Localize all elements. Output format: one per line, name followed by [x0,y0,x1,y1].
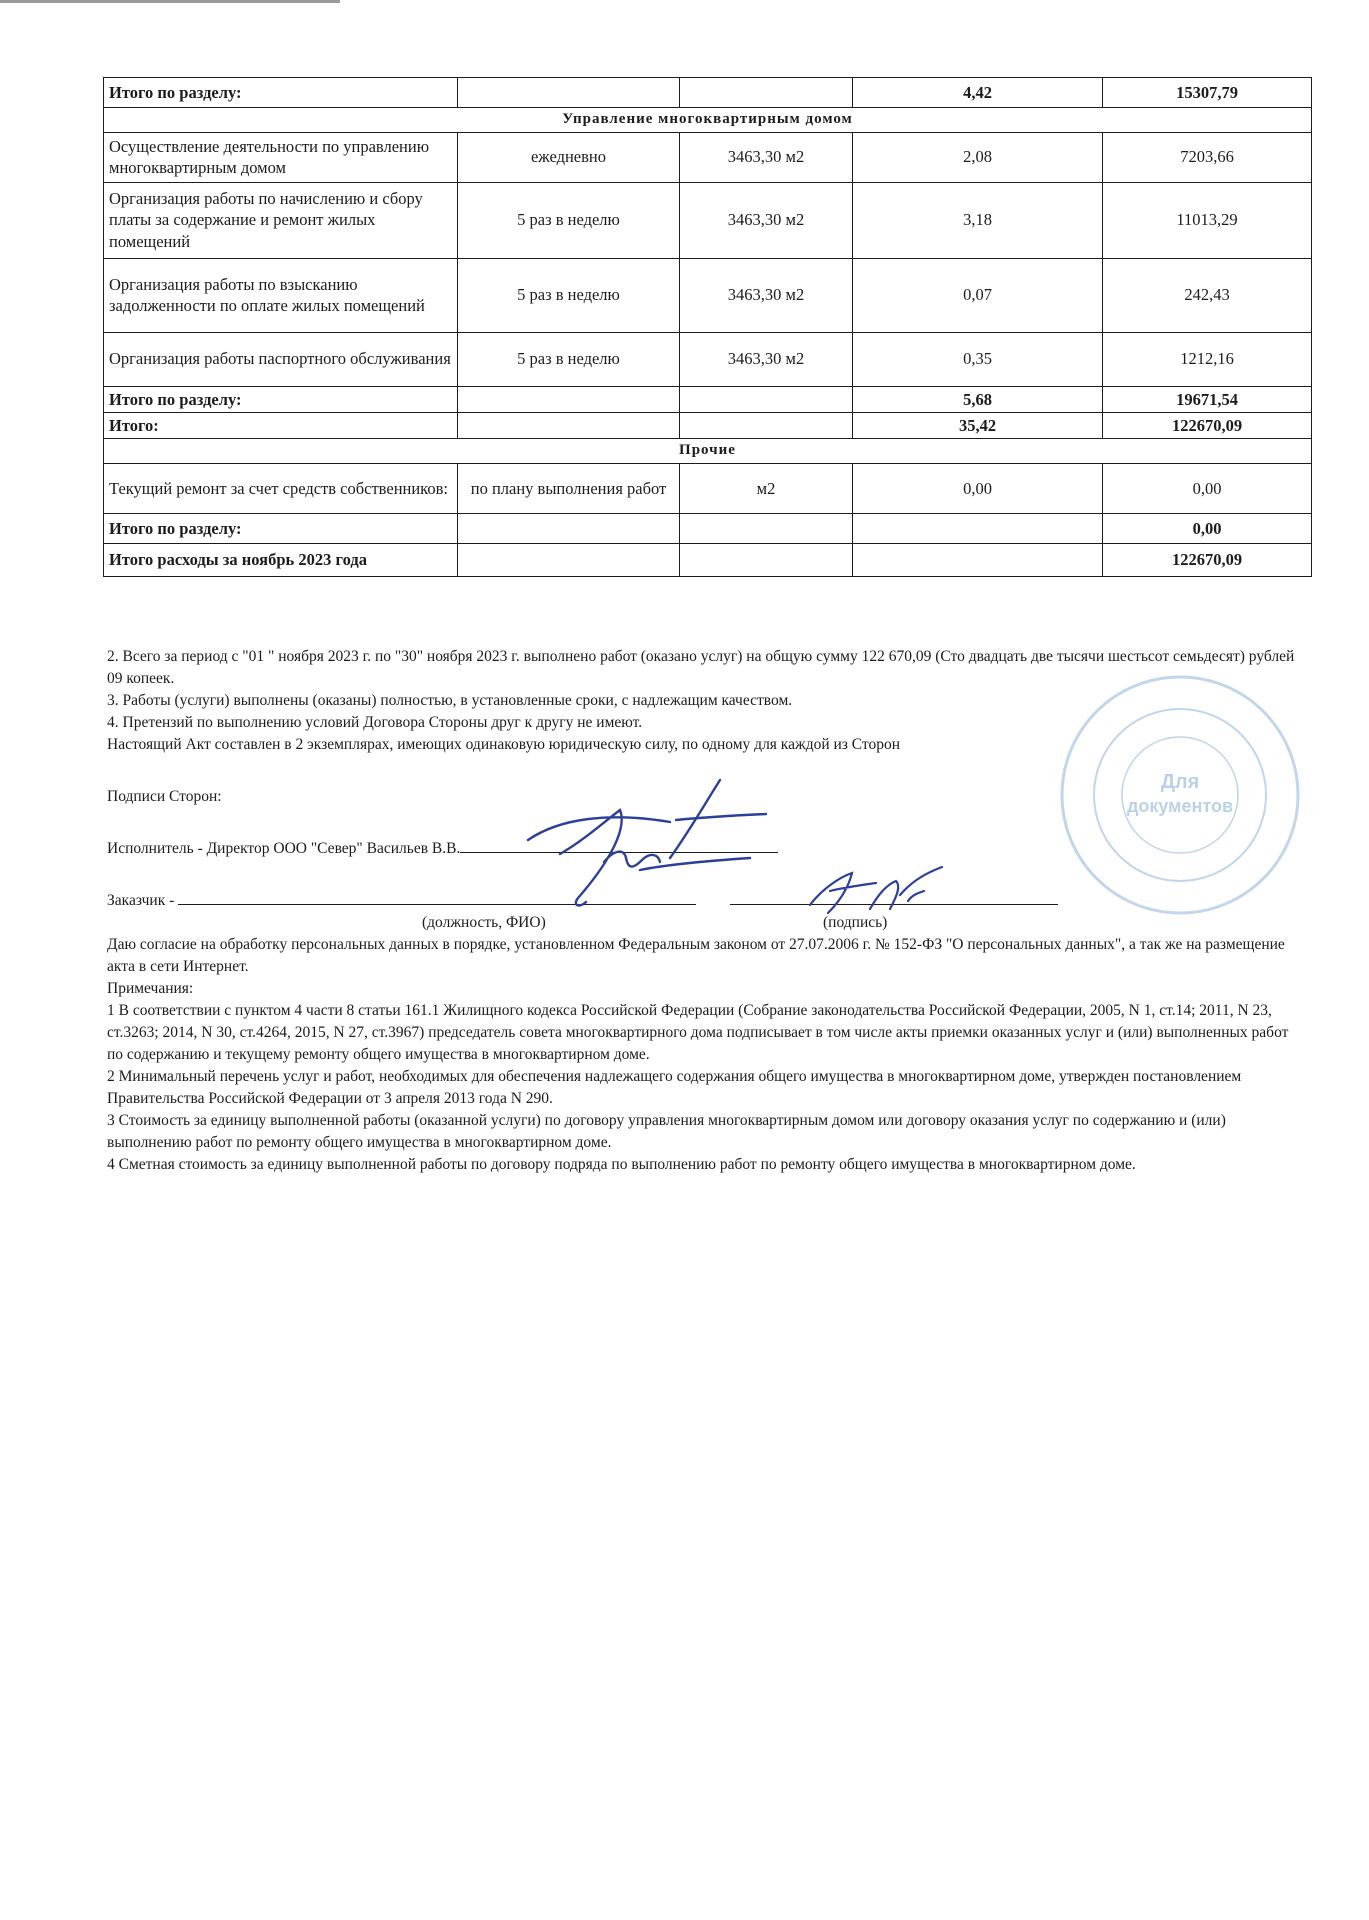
total-sum-paragraph: 2. Всего за период с "01 " ноября 2023 г. по "30" ноября 2023 г. выполнено работ (оказано услуг) на общую сумму 122 670,09 (Сто двадцать две тысячи шестьсот семьдесят) рублей 09 копеек. [107,648,1295,687]
volume-cell: м2 [680,463,853,513]
amount-cell: 15307,79 [1103,78,1312,108]
table-row [104,332,1312,386]
table-row [104,543,1312,576]
volume-cell: 3463,30 м2 [680,332,853,386]
amount-cell: 0,00 [1103,513,1312,543]
amount-cell: 7203,66 [1103,132,1312,182]
section-title: Управление многоквартирным домом [104,108,1312,133]
periodicity-cell: 5 раз в неделю [458,332,680,386]
executor-signature [520,770,790,920]
periodicity-cell: 5 раз в неделю [458,258,680,332]
volume-cell [680,78,853,108]
rate-cell [853,513,1103,543]
amount-cell: 11013,29 [1103,182,1312,258]
volume-cell: 3463,30 м2 [680,258,853,332]
amount-cell: 122670,09 [1103,412,1312,438]
rate-cell: 0,07 [853,258,1103,332]
row-label: Организация работы паспортного обслуживания [104,332,458,386]
row-label: Итого: [104,412,458,438]
rate-cell [853,543,1103,576]
note-2: 2 Минимальный перечень услуг и работ, необходимых для обеспечения надлежащего содержания общего имущества в многоквартирном доме, утвержден постановлением Правительства Российской Федерации от 3 апреля 2013 года N 290. [107,1068,1242,1107]
volume-cell [680,412,853,438]
position-caption: (должность, ФИО) [422,914,546,931]
row-label: Итого по разделу: [104,386,458,412]
table-row [104,132,1312,182]
note-3: 3 Стоимость за единицу выполненной работы (оказанной услуги) по договору управления многоквартирным домом или договору оказания услуг по содержанию и (или) выполнению работ по ремонту общего имущества в многоквартирном доме. [107,1112,1226,1151]
customer-signature [800,855,950,925]
periodicity-cell [458,543,680,576]
table-row [104,412,1312,438]
services-table [103,77,1312,577]
row-label: Итого по разделу: [104,513,458,543]
scan-edge-line [0,0,340,3]
rate-cell: 0,35 [853,332,1103,386]
periodicity-cell [458,412,680,438]
table-row [104,463,1312,513]
rate-cell: 2,08 [853,132,1103,182]
rate-cell: 3,18 [853,182,1103,258]
notes-title: Примечания: [107,980,194,997]
periodicity-cell: 5 раз в неделю [458,182,680,258]
table-row [104,258,1312,332]
signatures-title: Подписи Сторон: [107,788,222,805]
volume-cell: 3463,30 м2 [680,182,853,258]
row-label: Осуществление деятельности по управлению многоквартирным домом [104,132,458,182]
no-claims-paragraph: 4. Претензий по выполнению условий Договора Стороны друг к другу не имеют. [107,714,643,731]
note-4: 4 Сметная стоимость за единицу выполненной работы по договору подряда по выполнению работ по ремонту общего имущества в многоквартирном доме. [107,1156,1136,1173]
volume-cell [680,543,853,576]
svg-text:документов: документов [1126,796,1234,816]
signature-caption: (подпись) [823,914,888,931]
periodicity-cell [458,386,680,412]
table-row [104,386,1312,412]
amount-cell: 1212,16 [1103,332,1312,386]
rate-cell: 0,00 [853,463,1103,513]
company-stamp [1055,670,1305,920]
quality-paragraph: 3. Работы (услуги) выполнены (оказаны) полностью, в установленные сроки, с надлежащим качеством. [107,692,793,709]
amount-cell: 122670,09 [1103,543,1312,576]
table-row [104,513,1312,543]
customer-label: Заказчик - [107,892,175,909]
row-label: Итого по разделу: [104,78,458,108]
periodicity-cell [458,513,680,543]
executor-label: Исполнитель - Директор ООО "Север" Васильев В.В. [107,840,461,857]
volume-cell: 3463,30 м2 [680,132,853,182]
row-label: Текущий ремонт за счет средств собственников: [104,463,458,513]
rate-cell: 35,42 [853,412,1103,438]
periodicity-cell [458,78,680,108]
rate-cell: 5,68 [853,386,1103,412]
consent-paragraph: Даю согласие на обработку персональных данных в порядке, установленном Федеральным законом от 27.07.2006 г. № 152-ФЗ "О персональных данных", а так же на размещение акта в сети Интернет. [107,936,1285,975]
volume-cell [680,386,853,412]
row-label: Организация работы по взысканию задолженности по оплате жилых помещений [104,258,458,332]
rate-cell: 4,42 [853,78,1103,108]
table-row [104,78,1312,108]
note-1: 1 В соответствии с пунктом 4 части 8 статьи 161.1 Жилищного кодекса Российской Федерации (Собрание законодательства Российской Федерации, 2005, N 1, ст.14; 2011, N 23, ст.3263; 2014, N 30, ст.4264, 2015, N 27, ст.3967) председатель совета многоквартирного дома подписывает в том числе акты приемки оказанных услуг и (или) выполненных работ по содержанию и текущему ремонту общего имущества в многоквартирном доме. [107,1002,1289,1063]
svg-text:Для: Для [1160,771,1200,793]
periodicity-cell: ежедневно [458,132,680,182]
section-row [104,108,1312,133]
copies-paragraph: Настоящий Акт составлен в 2 экземплярах, имеющих одинаковую юридическую силу, по одному для каждой из Сторон [107,736,901,753]
amount-cell: 0,00 [1103,463,1312,513]
row-label: Итого расходы за ноябрь 2023 года [104,543,458,576]
volume-cell [680,513,853,543]
section-row [104,439,1312,464]
periodicity-cell: по плану выполнения работ [458,463,680,513]
section-title: Прочие [104,439,1312,464]
row-label: Организация работы по начислению и сбору платы за содержание и ремонт жилых помещений [104,182,458,258]
table-row [104,182,1312,258]
amount-cell: 19671,54 [1103,386,1312,412]
amount-cell: 242,43 [1103,258,1312,332]
